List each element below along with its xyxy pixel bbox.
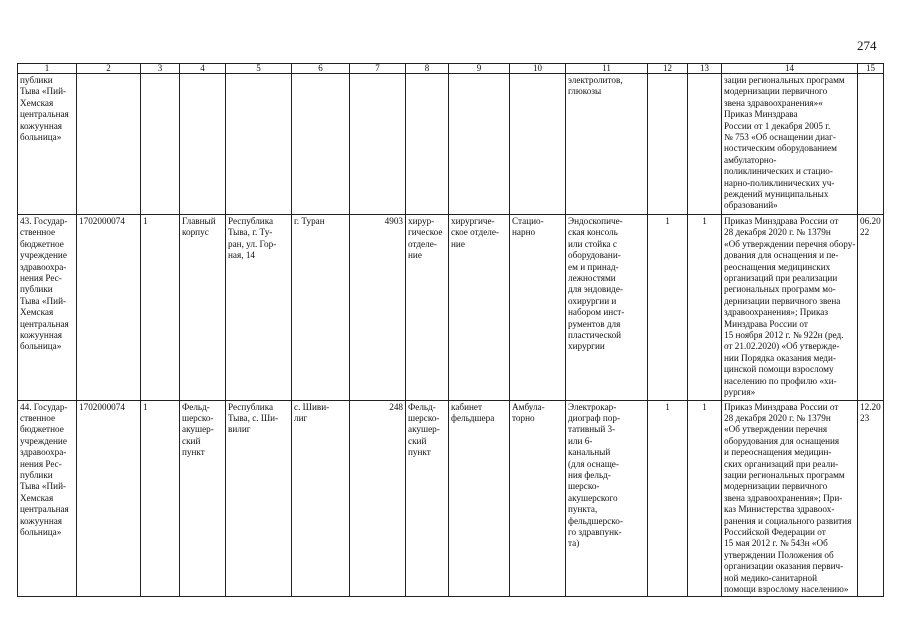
- count-cell: 1: [141, 400, 180, 597]
- cell-line: центральная: [20, 109, 69, 120]
- quantity-cell: 1: [688, 400, 722, 597]
- address-cell: [226, 74, 292, 215]
- cell-line: организаций при реализации: [724, 273, 838, 284]
- cell-line: пункт: [182, 447, 205, 458]
- cell-line: ственное: [20, 412, 56, 423]
- cell-line: помощи взрослому населению»: [724, 584, 849, 594]
- room-cell: [449, 400, 510, 597]
- cell-line: хирур-: [408, 216, 435, 226]
- cell-line: для эндовиде-: [568, 284, 623, 295]
- cell-line: региональных программ мо-: [724, 284, 836, 295]
- cell-line: корпус: [182, 227, 209, 238]
- cell-line: Тыва, г. Ту-: [228, 227, 273, 238]
- cell-line: хирургии: [568, 341, 605, 352]
- cell-line: больница»: [20, 341, 62, 352]
- column-number: 5: [226, 64, 292, 74]
- cell-line: ния фельд-: [568, 469, 611, 480]
- cell-line: или стойка с: [568, 238, 617, 249]
- cell-line: ственное: [20, 227, 56, 238]
- cell-line: нения Рес-: [20, 458, 62, 469]
- cell-line: электролитов,: [568, 75, 623, 85]
- cell-line: больница»: [20, 132, 62, 143]
- care-type-cell: [510, 74, 566, 215]
- cell-line: утверждении Положения об: [724, 549, 834, 560]
- cell-line: ран, ул. Гор-: [228, 238, 277, 249]
- cell-line: шерско-: [182, 412, 214, 423]
- cell-line: учреждение: [20, 250, 67, 261]
- cell-line: Главный: [182, 216, 216, 226]
- cell-line: акушер-: [408, 424, 440, 435]
- cell-line: глюкозы: [568, 86, 602, 97]
- building-cell: [180, 400, 226, 597]
- cell-line: ной медико-санитарной: [724, 572, 818, 583]
- institution-cell: [18, 400, 77, 597]
- unit-cell: [406, 215, 449, 401]
- cell-line: Хемская: [20, 97, 54, 108]
- population-cell: [350, 74, 406, 215]
- cell-line: Фельд-: [408, 401, 436, 412]
- cell-line: ское отделе-: [451, 227, 499, 238]
- cell-line: акушерского: [568, 492, 618, 503]
- inn-cell: [77, 74, 141, 215]
- cell-line: ранения и социального развития: [724, 515, 852, 526]
- date-cell: 06.2022: [858, 215, 884, 401]
- date-cell: [858, 74, 884, 215]
- cell-line: здравоохра-: [20, 447, 67, 458]
- cell-line: ский: [408, 435, 427, 446]
- cell-line: лежностями: [568, 273, 616, 284]
- cell-line: 43. Государ-: [20, 216, 68, 226]
- cell-line: 15 ноября 2012 г. № 922н (ред.: [724, 330, 844, 341]
- table-row: [18, 400, 884, 597]
- column-number: 3: [141, 64, 180, 74]
- care-type-cell: [510, 400, 566, 597]
- room-cell: [449, 74, 510, 215]
- cell-line: оборудования для оснащения: [724, 435, 840, 446]
- cell-line: кожуунная: [20, 120, 63, 131]
- cell-line: Эндоскопиче-: [568, 216, 623, 226]
- cell-line: канальный: [568, 447, 611, 458]
- cell-line: диограф пор-: [568, 412, 621, 423]
- cell-line: рургия»: [724, 387, 756, 398]
- cell-line: нии Порядка оказания меди-: [724, 352, 836, 363]
- cell-line: кожуунная: [20, 515, 63, 526]
- cell-line: Тыва «Пий-: [20, 295, 67, 306]
- cell-line: с. Шиви-: [294, 401, 330, 412]
- cell-line: образований»: [724, 200, 778, 211]
- population-cell: 248: [350, 400, 406, 597]
- cell-line: шерско-: [408, 412, 440, 423]
- cell-line: ем и принад-: [568, 261, 619, 272]
- regulation-cell: [722, 74, 858, 215]
- cell-line: Хемская: [20, 492, 54, 503]
- cell-line: пункта,: [568, 504, 598, 515]
- cell-line: поликлинических и стацио-: [724, 166, 833, 177]
- cell-line: 28 декабря 2020 г. № 1379н: [724, 227, 831, 238]
- equipment-table: [17, 63, 884, 597]
- inn-cell: 1702000074: [77, 400, 141, 597]
- cell-line: набором инст-: [568, 307, 625, 318]
- quantity-cell: 1: [648, 400, 688, 597]
- cell-line: Республика: [228, 216, 274, 226]
- cell-line: России от 1 декабря 2005 г.: [724, 120, 831, 131]
- cell-line: Тыва, с. Ши-: [228, 412, 279, 423]
- cell-line: учреждение: [20, 435, 67, 446]
- locality-cell: [292, 74, 350, 215]
- locality-cell: [292, 215, 350, 401]
- equipment-cell: [566, 400, 648, 597]
- cell-line: охирургии и: [568, 295, 617, 306]
- quantity-cell: [648, 74, 688, 215]
- cell-line: Тыва «Пий-: [20, 481, 67, 492]
- equipment-cell: [566, 74, 648, 215]
- cell-line: публики: [20, 284, 53, 295]
- unit-cell: [406, 400, 449, 597]
- cell-line: нения Рес-: [20, 273, 62, 284]
- cell-line: Амбула-: [512, 401, 545, 412]
- cell-line: амбулаторно-: [724, 154, 777, 165]
- cell-line: ская консоль: [568, 227, 618, 238]
- cell-line: тативный 3-: [568, 424, 616, 435]
- cell-line: Хемская: [20, 307, 54, 318]
- date-cell: 12.2023: [858, 400, 884, 597]
- cell-line: ских организаций при реали-: [724, 458, 839, 469]
- regulation-cell: [722, 400, 858, 597]
- cell-line: Приказ Минздрава: [724, 109, 798, 120]
- cell-line: реоснащения медицинских: [724, 261, 831, 272]
- care-type-cell: [510, 215, 566, 401]
- cell-line: фельдшерско-: [568, 515, 623, 526]
- cell-line: центральная: [20, 318, 69, 329]
- institution-cell: [18, 215, 77, 401]
- cell-line: ние: [451, 238, 465, 249]
- table-row: [18, 74, 884, 215]
- cell-line: кабинет: [451, 401, 483, 412]
- cell-line: звена здравоохранения»; При-: [724, 492, 843, 503]
- cell-line: центральная: [20, 504, 69, 515]
- cell-line: здравоохранения»; Приказ: [724, 307, 828, 318]
- cell-line: отделе-: [408, 238, 437, 249]
- address-cell: [226, 400, 292, 597]
- cell-line: акушер-: [182, 424, 214, 435]
- cell-line: пункт: [408, 447, 431, 458]
- column-number: 9: [449, 64, 510, 74]
- cell-line: дернизации первичного звена: [724, 295, 841, 306]
- cell-line: ностическим оборудованием: [724, 143, 837, 154]
- column-number: 13: [688, 64, 722, 74]
- inn-cell: 1702000074: [77, 215, 141, 401]
- cell-line: Тыва «Пий-: [20, 86, 67, 97]
- column-number: 14: [722, 64, 858, 74]
- column-number: 8: [406, 64, 449, 74]
- cell-line: реждений муниципальных: [724, 189, 829, 200]
- cell-line: «Об утверждении перечня обору-: [724, 238, 856, 249]
- column-number: 12: [648, 64, 688, 74]
- column-number: 15: [858, 64, 884, 74]
- cell-line: кожуунная: [20, 330, 63, 341]
- cell-line: ский: [182, 435, 201, 446]
- cell-line: оборудовани-: [568, 250, 621, 261]
- cell-line: г. Туран: [294, 216, 325, 226]
- page-number: 274: [857, 38, 877, 53]
- cell-line: Стацио-: [512, 216, 544, 226]
- cell-line: (для оснаще-: [568, 458, 619, 469]
- cell-line: цинской помощи взрослому: [724, 364, 834, 375]
- cell-line: рументов для: [568, 318, 621, 329]
- cell-line: вилиг: [228, 424, 251, 435]
- population-cell: 4903: [350, 215, 406, 401]
- cell-line: Электрокар-: [568, 401, 617, 412]
- institution-cell: [18, 74, 77, 215]
- cell-line: го здравпунк-: [568, 526, 622, 537]
- column-number: 2: [77, 64, 141, 74]
- cell-line: Приказ Минздрава России от: [724, 216, 839, 226]
- address-cell: [226, 215, 292, 401]
- room-cell: [449, 215, 510, 401]
- cell-line: Фельд-: [182, 401, 210, 412]
- cell-line: фельдшера: [451, 412, 495, 423]
- quantity-cell: 1: [648, 215, 688, 401]
- cell-line: 44. Государ-: [20, 401, 68, 412]
- cell-line: Республика: [228, 401, 274, 412]
- building-cell: [180, 215, 226, 401]
- cell-line: дования для оснащения и пе-: [724, 250, 839, 261]
- cell-line: бюджетное: [20, 424, 64, 435]
- cell-line: нарно: [512, 227, 536, 238]
- cell-line: «Об утверждении перечня: [724, 424, 828, 435]
- cell-line: ние: [408, 250, 422, 261]
- cell-line: торно: [512, 412, 535, 423]
- cell-line: пластической: [568, 330, 622, 341]
- cell-line: публики: [20, 75, 53, 85]
- cell-line: Приказ Минздрава России от: [724, 401, 839, 412]
- cell-line: звена здравоохранения»«: [724, 97, 823, 108]
- cell-line: нарно-поликлинических уч-: [724, 177, 835, 188]
- column-number: 10: [510, 64, 566, 74]
- cell-line: ная, 14: [228, 250, 256, 261]
- cell-line: № 753 «Об оснащении диаг-: [724, 132, 836, 143]
- cell-line: гическое: [408, 227, 443, 238]
- column-number: 4: [180, 64, 226, 74]
- count-cell: [141, 74, 180, 215]
- cell-line: Минздрава России от: [724, 318, 808, 329]
- locality-cell: [292, 400, 350, 597]
- cell-line: зации региональных программ: [724, 469, 845, 480]
- cell-line: хирургиче-: [451, 216, 495, 226]
- cell-line: модернизации первичного: [724, 86, 828, 97]
- regulation-cell: [722, 215, 858, 401]
- column-number: 7: [350, 64, 406, 74]
- cell-line: бюджетное: [20, 238, 64, 249]
- cell-line: модернизации первичного: [724, 481, 828, 492]
- building-cell: [180, 74, 226, 215]
- cell-line: или 6-: [568, 435, 593, 446]
- cell-line: населению по профилю «хи-: [724, 375, 837, 386]
- cell-line: шерско-: [568, 481, 600, 492]
- column-number: 11: [566, 64, 648, 74]
- cell-line: здравоохра-: [20, 261, 67, 272]
- column-number: 1: [18, 64, 77, 74]
- table-row: [18, 215, 884, 401]
- cell-line: каз Министерства здравоох-: [724, 504, 835, 515]
- cell-line: больница»: [20, 526, 62, 537]
- cell-line: и переоснащения медицин-: [724, 447, 832, 458]
- cell-line: та): [568, 538, 580, 549]
- cell-line: зации региональных программ: [724, 75, 845, 85]
- cell-line: 28 декабря 2020 г. № 1379н: [724, 412, 831, 423]
- cell-line: публики: [20, 469, 53, 480]
- quantity-cell: 1: [688, 215, 722, 401]
- column-number-row: [18, 64, 884, 74]
- unit-cell: [406, 74, 449, 215]
- cell-line: лиг: [294, 412, 308, 423]
- quantity-cell: [688, 74, 722, 215]
- equipment-cell: [566, 215, 648, 401]
- column-number: 6: [292, 64, 350, 74]
- cell-line: 15 мая 2012 г. № 543н «Об: [724, 538, 828, 549]
- cell-line: организации оказания первич-: [724, 561, 844, 572]
- count-cell: 1: [141, 215, 180, 401]
- cell-line: от 21.02.2020) «Об утвержде-: [724, 341, 840, 352]
- cell-line: Российской Федерации от: [724, 526, 826, 537]
